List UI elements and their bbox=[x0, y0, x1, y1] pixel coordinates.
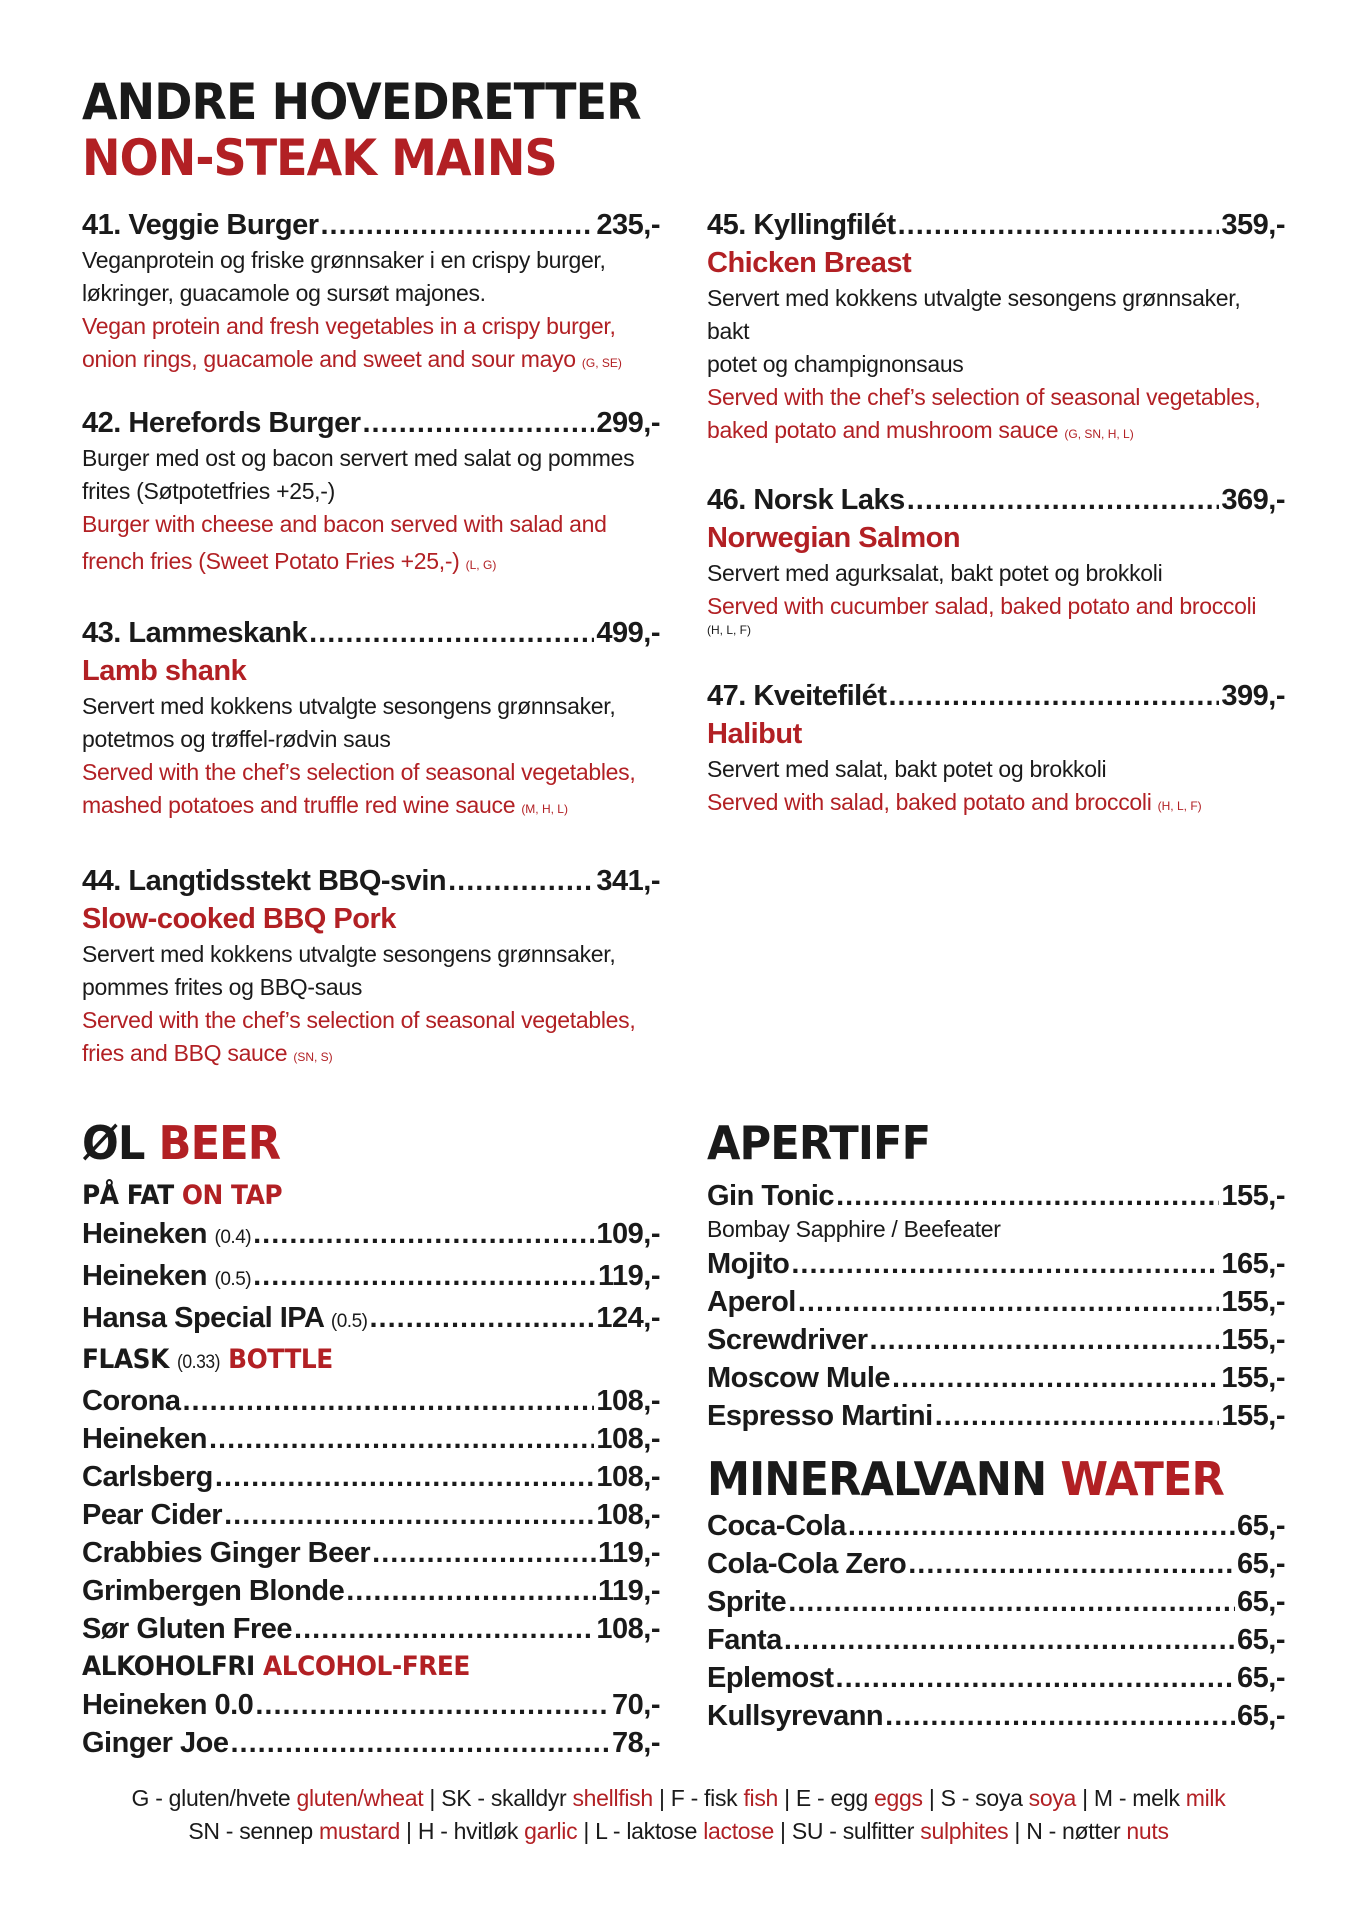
item-name: Grimbergen Blonde bbox=[82, 1575, 345, 1607]
beer-title-no: ØL bbox=[82, 1116, 145, 1170]
item-price: 70,- bbox=[612, 1689, 660, 1721]
item-price: 108,- bbox=[596, 1385, 660, 1417]
item-name: Moscow Mule bbox=[707, 1362, 891, 1394]
menu-row bbox=[707, 1283, 1285, 1321]
dish-desc-no-2: potetmos og trøffel-rødvin saus bbox=[82, 726, 391, 752]
dish-name: 42. Herefords Burger bbox=[82, 407, 361, 439]
menu-row bbox=[82, 1686, 660, 1724]
dot-leader bbox=[255, 1686, 610, 1724]
item-name: Pear Cider bbox=[82, 1499, 223, 1531]
item-note: Bombay Sapphire / Beefeater bbox=[707, 1216, 1001, 1242]
item-price: 65,- bbox=[1237, 1586, 1285, 1618]
dish-norsk-laks bbox=[707, 481, 1285, 637]
dish-price: 341,- bbox=[596, 865, 660, 897]
allergen-codes: (G, SN, H, L) bbox=[1064, 427, 1134, 441]
item-name: Cola-Cola Zero bbox=[707, 1548, 907, 1580]
dish-line bbox=[82, 206, 660, 244]
legend-code: SK - skalldyr bbox=[441, 1785, 567, 1811]
menu-row bbox=[82, 1610, 660, 1648]
dish-desc-no-1: Servert med kokkens utvalgte sesongens grønnsaker, bakt bbox=[707, 285, 1241, 344]
dish-name: 43. Lammeskank bbox=[82, 617, 308, 649]
legend-en: eggs bbox=[874, 1785, 923, 1811]
menu-row bbox=[707, 1507, 1285, 1545]
dish-desc-en-2 bbox=[82, 343, 660, 380]
allergen-codes: (SN, S) bbox=[293, 1050, 333, 1064]
dish-desc-en-2 bbox=[82, 1037, 660, 1074]
dish-line bbox=[707, 481, 1285, 519]
allergen-codes: (L, G) bbox=[465, 558, 497, 572]
dot-leader bbox=[346, 1572, 596, 1610]
dish-desc-no-2: frites (Søtpotetfries +25,-) bbox=[82, 478, 335, 504]
dish-desc-en-2 bbox=[707, 414, 1285, 451]
dot-leader bbox=[798, 1283, 1220, 1321]
legend-code: H - hvitløk bbox=[417, 1818, 519, 1844]
item-price: 155,- bbox=[1221, 1180, 1285, 1212]
dish-price: 299,- bbox=[596, 407, 660, 439]
dot-leader bbox=[898, 206, 1220, 244]
item-price: 108,- bbox=[596, 1499, 660, 1531]
bottle-label-no: FLASK bbox=[82, 1344, 169, 1375]
water-title-no: MINERALVANN bbox=[707, 1452, 1047, 1506]
item-size: (0.5) bbox=[214, 1269, 252, 1290]
dish-line bbox=[82, 614, 660, 652]
menu-row bbox=[707, 1321, 1285, 1359]
dot-leader bbox=[791, 1245, 1219, 1283]
dish-desc-en-1: Served with the chef’s selection of seasonal vegetables, bbox=[82, 759, 636, 785]
allergen-legend-line-1: G - gluten/hvete gluten/wheat | SK - skalldyr shellfish | F - fisk fish | E - egg eggs | S - soya soya | M - melk milk bbox=[131, 1785, 1226, 1811]
dot-leader bbox=[885, 1697, 1235, 1735]
allergen-codes: (M, H, L) bbox=[521, 802, 568, 816]
dish-name: 44. Langtidsstekt BBQ-svin bbox=[82, 865, 447, 897]
legend-code: G - gluten/hvete bbox=[131, 1785, 291, 1811]
item-name: Screwdriver bbox=[707, 1324, 868, 1356]
bottle-heading bbox=[82, 1341, 614, 1382]
dish-kyllingfilet bbox=[707, 206, 1285, 451]
dot-leader bbox=[935, 1397, 1220, 1435]
item-price: 65,- bbox=[1237, 1510, 1285, 1542]
dish-line bbox=[707, 677, 1285, 715]
dot-leader bbox=[369, 1299, 594, 1337]
dish-desc-en-1: Vegan protein and fresh vegetables in a crispy burger, bbox=[82, 313, 616, 339]
dot-leader bbox=[372, 1534, 596, 1572]
dot-leader bbox=[209, 1420, 594, 1458]
menu-row bbox=[82, 1458, 660, 1496]
menu-row bbox=[82, 1215, 660, 1257]
dish-desc-en-1: Burger with cheese and bacon served with salad and bbox=[82, 511, 607, 537]
item-name: Carlsberg bbox=[82, 1461, 213, 1493]
menu-row bbox=[707, 1545, 1285, 1583]
dish-name-en: Lamb shank bbox=[82, 655, 247, 687]
legend-en: nuts bbox=[1126, 1818, 1169, 1844]
dish-desc-no-2: potet og champignonsaus bbox=[707, 351, 964, 377]
item-price: 108,- bbox=[596, 1461, 660, 1493]
item-price: 108,- bbox=[596, 1613, 660, 1645]
dot-leader bbox=[215, 1458, 595, 1496]
mains-left-column bbox=[82, 206, 660, 1074]
allergen-legend bbox=[0, 1782, 1357, 1848]
dot-leader bbox=[448, 862, 594, 900]
legend-en: shellfish bbox=[572, 1785, 653, 1811]
dot-leader bbox=[224, 1496, 594, 1534]
allergen-codes: (H, L, F) bbox=[1157, 799, 1202, 813]
aperitif-section bbox=[707, 1115, 1285, 1735]
beer-title-en: BEER bbox=[158, 1116, 281, 1170]
dish-name-en: Norwegian Salmon bbox=[707, 522, 961, 554]
item-size: (0.5) bbox=[330, 1311, 368, 1332]
alcohol-free-label-en: ALCOHOL-FREE bbox=[262, 1651, 470, 1682]
item-name: Mojito bbox=[707, 1248, 790, 1280]
dish-desc-en-text: mashed potatoes and truffle red wine sauce bbox=[82, 792, 516, 818]
item-name: Heineken bbox=[82, 1260, 207, 1292]
dish-desc-no-1: Servert med agurksalat, bakt potet og brokkoli bbox=[707, 560, 1163, 586]
dish-name-en: Slow-cooked BBQ Pork bbox=[82, 903, 396, 935]
dish-desc-en-1: Served with the chef’s selection of seasonal vegetables, bbox=[707, 384, 1261, 410]
page-title-en: NON-STEAK MAINS bbox=[82, 129, 557, 187]
dish-name-en: Halibut bbox=[707, 718, 802, 750]
alcohol-free-heading bbox=[82, 1648, 614, 1686]
legend-en: mustard bbox=[318, 1818, 400, 1844]
dish-price: 499,- bbox=[596, 617, 660, 649]
allergen-legend-line-2: SN - sennep mustard | H - hvitløk garlic | L - laktose lactose | SU - sulfitter sulphites | N - nøtter nuts bbox=[188, 1818, 1169, 1844]
dot-leader bbox=[253, 1215, 594, 1253]
item-name: Kullsyrevann bbox=[707, 1700, 884, 1732]
item-name: Crabbies Ginger Beer bbox=[82, 1537, 371, 1569]
legend-code: L - laktose bbox=[595, 1818, 698, 1844]
dish-price: 399,- bbox=[1221, 680, 1285, 712]
on-tap-label-en: ON TAP bbox=[181, 1180, 283, 1211]
dish-bbq-pork bbox=[82, 862, 660, 1074]
alcohol-free-label-no: ALKOHOLFRI bbox=[82, 1651, 255, 1682]
on-tap-label-no: PÅ FAT bbox=[82, 1180, 174, 1211]
on-tap-heading bbox=[82, 1177, 614, 1215]
dish-line bbox=[82, 404, 660, 442]
page-title bbox=[82, 74, 641, 186]
menu-row bbox=[707, 1397, 1285, 1435]
legend-code: SN - sennep bbox=[188, 1818, 313, 1844]
beer-section bbox=[82, 1115, 660, 1762]
dot-leader bbox=[183, 1382, 595, 1420]
dish-desc-en-1: Served with the chef’s selection of seasonal vegetables, bbox=[82, 1007, 636, 1033]
dish-herefords-burger bbox=[82, 404, 660, 582]
dish-desc-no-2: pommes frites og BBQ-saus bbox=[82, 974, 363, 1000]
item-name: Heineken bbox=[82, 1218, 207, 1250]
item-price: 108,- bbox=[596, 1423, 660, 1455]
item-price: 78,- bbox=[612, 1727, 660, 1759]
allergen-codes: (G, SE) bbox=[581, 356, 622, 370]
legend-code: S - soya bbox=[940, 1785, 1023, 1811]
item-price: 65,- bbox=[1237, 1548, 1285, 1580]
item-name: Sprite bbox=[707, 1586, 787, 1618]
dish-desc-en-2 bbox=[82, 789, 660, 826]
dot-leader bbox=[892, 1359, 1219, 1397]
item-label bbox=[82, 1215, 251, 1257]
item-name: Corona bbox=[82, 1385, 181, 1417]
dish-name: 47. Kveitefilét bbox=[707, 680, 887, 712]
menu-row bbox=[82, 1572, 660, 1610]
legend-en: lactose bbox=[703, 1818, 774, 1844]
item-price: 165,- bbox=[1221, 1248, 1285, 1280]
item-name: Ginger Joe bbox=[82, 1727, 229, 1759]
menu-row bbox=[82, 1496, 660, 1534]
dish-desc-en-text: baked potato and mushroom sauce bbox=[707, 417, 1059, 443]
dot-leader bbox=[888, 677, 1219, 715]
dish-desc-no-1: Servert med kokkens utvalgte sesongens grønnsaker, bbox=[82, 941, 616, 967]
item-price: 65,- bbox=[1237, 1624, 1285, 1656]
item-size: (0.4) bbox=[214, 1227, 252, 1248]
dish-desc-en-text: onion rings, guacamole and sweet and sour mayo bbox=[82, 346, 576, 372]
dish-line bbox=[707, 206, 1285, 244]
item-price: 65,- bbox=[1237, 1700, 1285, 1732]
item-price: 119,- bbox=[598, 1260, 660, 1292]
legend-en: garlic bbox=[524, 1818, 578, 1844]
item-price: 119,- bbox=[598, 1537, 660, 1569]
bottle-size: (0.33) bbox=[177, 1352, 220, 1373]
item-name: Gin Tonic bbox=[707, 1180, 835, 1212]
legend-en: soya bbox=[1028, 1785, 1077, 1811]
item-name: Eplemost bbox=[707, 1662, 834, 1694]
dish-veggie-burger bbox=[82, 206, 660, 380]
item-label bbox=[82, 1299, 367, 1341]
item-label bbox=[82, 1257, 251, 1299]
menu-row bbox=[707, 1621, 1285, 1659]
mains-right-column bbox=[707, 206, 1285, 823]
menu-row bbox=[82, 1382, 660, 1420]
aperitif-title: APERTIFF bbox=[707, 1116, 931, 1170]
item-price: 155,- bbox=[1221, 1362, 1285, 1394]
item-name: Coca-Cola bbox=[707, 1510, 846, 1542]
dish-desc-no-1: Servert med kokkens utvalgte sesongens grønnsaker, bbox=[82, 693, 616, 719]
menu-row bbox=[707, 1697, 1285, 1735]
menu-row bbox=[707, 1177, 1285, 1215]
item-price: 124,- bbox=[596, 1302, 660, 1334]
legend-code: F - fisk bbox=[670, 1785, 738, 1811]
dish-desc-no-1: Servert med salat, bakt potet og brokkoli bbox=[707, 756, 1107, 782]
menu-row bbox=[82, 1420, 660, 1458]
dot-leader bbox=[309, 614, 594, 652]
dish-name-en: Chicken Breast bbox=[707, 247, 912, 279]
dish-desc-en-text: Served with salad, baked potato and broccoli bbox=[707, 789, 1152, 815]
dish-desc-no-2: løkringer, guacamole og sursøt majones. bbox=[82, 280, 486, 306]
dish-name: 46. Norsk Laks bbox=[707, 484, 905, 516]
dish-desc-no-1: Veganprotein og friske grønnsaker i en crispy burger, bbox=[82, 247, 606, 273]
legend-code: SU - sulfitter bbox=[791, 1818, 915, 1844]
dish-line bbox=[82, 862, 660, 900]
item-price: 119,- bbox=[598, 1575, 660, 1607]
menu-row bbox=[82, 1724, 660, 1762]
dot-leader bbox=[836, 1177, 1219, 1215]
dish-price: 235,- bbox=[596, 209, 660, 241]
water-title-en: WATER bbox=[1060, 1452, 1224, 1506]
legend-code: E - egg bbox=[795, 1785, 868, 1811]
menu-row bbox=[707, 1245, 1285, 1283]
dot-leader bbox=[231, 1724, 611, 1762]
item-price: 155,- bbox=[1221, 1324, 1285, 1356]
menu-row bbox=[707, 1583, 1285, 1621]
menu-row bbox=[707, 1359, 1285, 1397]
item-name: Espresso Martini bbox=[707, 1400, 933, 1432]
dish-name: 41. Veggie Burger bbox=[82, 209, 319, 241]
item-name: Heineken bbox=[82, 1423, 207, 1455]
item-price: 65,- bbox=[1237, 1662, 1285, 1694]
beer-title bbox=[82, 1115, 625, 1171]
item-price: 155,- bbox=[1221, 1400, 1285, 1432]
legend-en: milk bbox=[1185, 1785, 1226, 1811]
dot-leader bbox=[253, 1257, 596, 1295]
bottle-label-en: BOTTLE bbox=[228, 1344, 333, 1375]
item-name: Sør Gluten Free bbox=[82, 1613, 293, 1645]
dish-desc-en-2 bbox=[82, 545, 660, 582]
item-name: Hansa Special IPA bbox=[82, 1302, 324, 1334]
menu-row bbox=[707, 1659, 1285, 1697]
item-price: 155,- bbox=[1221, 1286, 1285, 1318]
dot-leader bbox=[870, 1321, 1220, 1359]
item-name: Heineken 0.0 bbox=[82, 1689, 254, 1721]
dish-desc-no-1: Burger med ost og bacon servert med salat og pommes bbox=[82, 445, 635, 471]
dot-leader bbox=[836, 1659, 1235, 1697]
item-name: Aperol bbox=[707, 1286, 796, 1318]
dish-price: 359,- bbox=[1221, 209, 1285, 241]
dish-desc-en-1: Served with cucumber salad, baked potato and broccoli bbox=[707, 593, 1257, 619]
dot-leader bbox=[321, 206, 595, 244]
legend-code: M - melk bbox=[1093, 1785, 1180, 1811]
dish-desc-en-text: french fries (Sweet Potato Fries +25,-) bbox=[82, 548, 460, 574]
dish-kveitefilet bbox=[707, 677, 1285, 823]
dot-leader bbox=[784, 1621, 1235, 1659]
dot-leader bbox=[363, 404, 595, 442]
dish-lammeskank bbox=[82, 614, 660, 826]
dish-desc-en-text: fries and BBQ sauce bbox=[82, 1040, 288, 1066]
legend-en: fish bbox=[743, 1785, 779, 1811]
item-name: Fanta bbox=[707, 1624, 782, 1656]
dish-name: 45. Kyllingfilét bbox=[707, 209, 896, 241]
dot-leader bbox=[907, 481, 1220, 519]
dot-leader bbox=[294, 1610, 594, 1648]
water-title bbox=[707, 1451, 1250, 1507]
menu-row bbox=[82, 1299, 660, 1341]
menu-row bbox=[82, 1257, 660, 1299]
legend-code: N - nøtter bbox=[1026, 1818, 1121, 1844]
dish-desc-en-1 bbox=[707, 786, 1285, 823]
item-price: 109,- bbox=[596, 1218, 660, 1250]
menu-row bbox=[82, 1534, 660, 1572]
dish-price: 369,- bbox=[1221, 484, 1285, 516]
dot-leader bbox=[848, 1507, 1235, 1545]
allergen-codes: (H, L, F) bbox=[707, 623, 751, 637]
legend-en: gluten/wheat bbox=[296, 1785, 424, 1811]
dot-leader bbox=[788, 1583, 1235, 1621]
dot-leader bbox=[908, 1545, 1235, 1583]
legend-en: sulphites bbox=[920, 1818, 1009, 1844]
page-title-no: ANDRE HOVEDRETTER bbox=[82, 73, 641, 131]
